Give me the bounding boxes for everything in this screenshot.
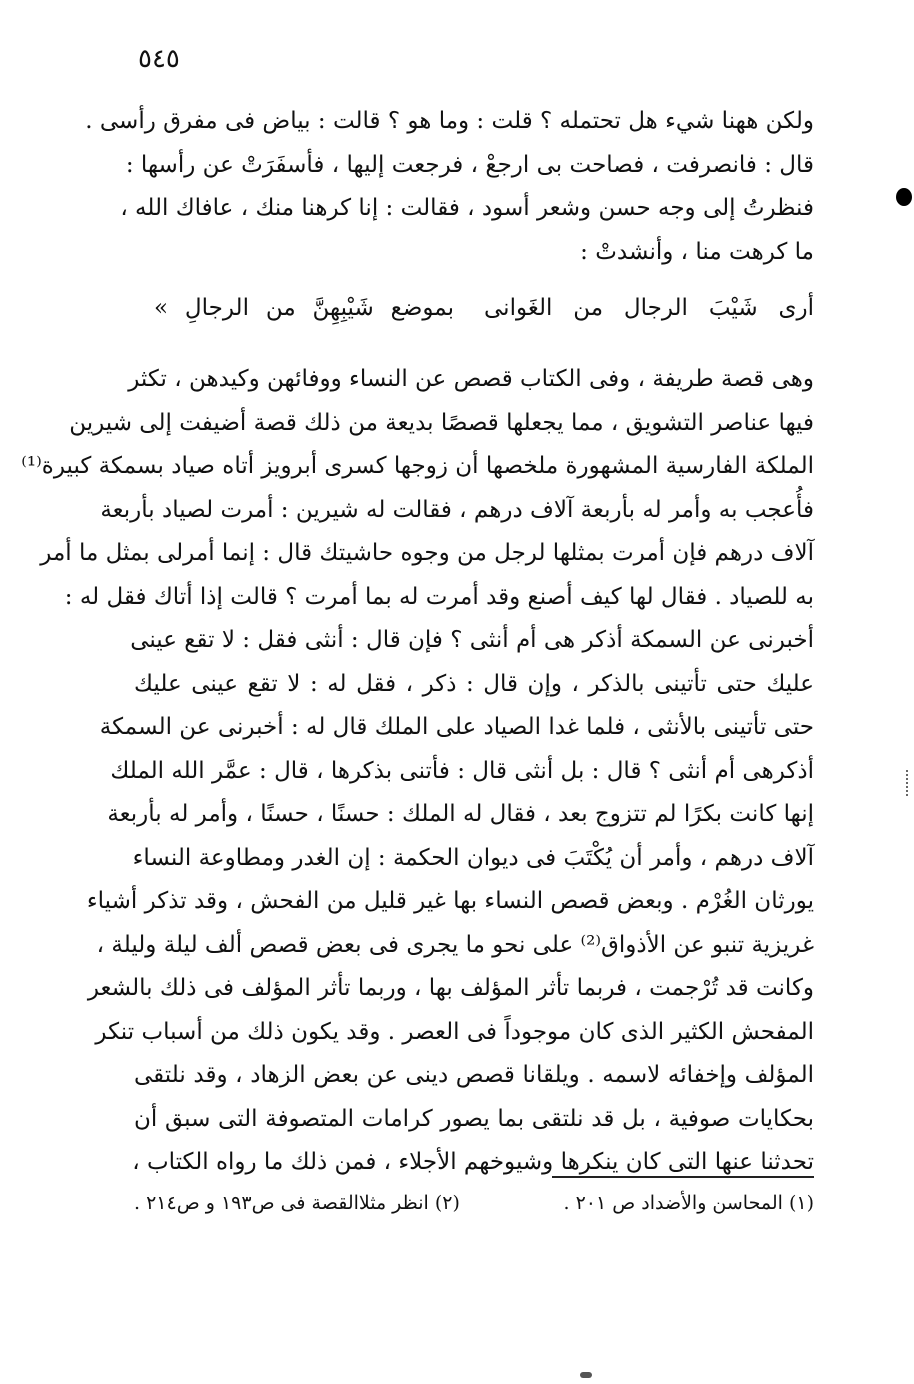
text-line: الملكة الفارسية المشهورة ملخصها أن زوجها كسرى أبرويز أتاه صياد بسمكة كبيرة⁽¹⁾ (21, 453, 814, 479)
text-line: إنها كانت بكرًا لم تتزوج بعد ، فقال له الملك : حسنًا ، حسنًا ، وأمر له بأربعة (107, 801, 814, 827)
margin-dotted-mark (906, 770, 911, 796)
verse-first-hemistich: أرى شَيْبَ الرجال من الغَوانى (484, 295, 814, 321)
text-line: وكانت قد تُرْجمت ، فربما تأثر المؤلف بها ، وربما تأثر المؤلف فى ذلك بالشعر (87, 975, 814, 1001)
poem-verse (134, 295, 814, 339)
text-line: حتى تأتينى بالأنثى ، فلما غدا الصياد على الملك قال له : أخبرنى عن السمكة (99, 714, 814, 740)
footnote-1: (١) المحاسن والأضداد ص ٢٠١ . (563, 1192, 814, 1214)
text-line: غريزية تنبو عن الأذواق⁽²⁾ على نحو ما يجرى فى بعض قصص ألف ليلة وليلة ، (96, 931, 814, 958)
text-line: المؤلف وإخفائه لاسمه . ويلقانا قصص دينى عن بعض الزهاد ، وقد نلتقى (134, 1062, 814, 1088)
text-line-last: ما كرهت منا ، وأنشدتْ : (580, 238, 814, 265)
text-line: فنظرتُ إلى وجه حسن وشعر أسود ، فقالت : إنا كرهنا منك ، عافاك الله ، (120, 195, 814, 221)
text-line: فيها عناصر التشويق ، مما يجعلها قصصًا بديعة من ذلك قصة أضيفت إلى شيرين (69, 409, 814, 436)
paragraph-1 (85, 100, 814, 274)
text-line: فأُعجب به وأمر له بأربعة آلاف درهم ، فقالت له شيرين : أمرت لصياد بأربعة (100, 496, 814, 523)
footnote-divider (552, 1176, 814, 1178)
footnote-2: (٢) انظر مثلاالقصة فى ص١٩٣ و ص٢١٤ . (134, 1192, 460, 1214)
text-line: عليك حتى تأتينى بالذكر ، وإن قال : ذكر ، فقل له : لا تقع عينى عليك (134, 670, 814, 697)
text-line: آلاف درهم فإن أمرت بمثلها لرجل من وجوه حاشيتك قال : إنما أمرلى بمثل ما أمر (40, 540, 814, 566)
margin-dot-mark (896, 188, 912, 206)
text-line: أخبرنى عن السمكة أذكر هى أم أنثى ؟ فإن قال : أنثى فقل : لا تقع عينى (130, 627, 814, 653)
text-line: المفحش الكثير الذى كان موجوداً فى العصر . وقد يكون ذلك من أسباب تنكر (95, 1018, 814, 1045)
bottom-ink-mark (580, 1372, 592, 1378)
verse-second-hemistich: بموضع شَيْبِهِنَّ من الرجالِ » (154, 295, 454, 321)
text-line: آلاف درهم ، وأمر أن يُكْتَبَ فى ديوان الحكمة : إن الغدر ومطاوعة النساء (132, 844, 814, 871)
text-line: بحكايات صوفية ، بل قد نلتقى بما يصور كرامات المتصوفة التى سبق أن (134, 1105, 814, 1132)
text-line: أذكرهى أم أنثى ؟ قال : بل أنثى قال : فأتنى بذكرها ، قال : عمَّر الله الملك (110, 757, 814, 784)
text-line: تحدثنا عنها التى كان ينكرها وشيوخهم الأجلاء ، فمن ذلك ما رواه الكتاب ، (132, 1149, 814, 1175)
text-line: وهى قصة طريفة ، وفى الكتاب قصص عن النساء ووفائهن وكيدهن ، تكثر (128, 366, 814, 392)
page-number: ٥٤٥ (138, 44, 180, 74)
text-line: ولكن ههنا شيء هل تحتمله ؟ قلت : وما هو ؟ قالت : بياض فى مفرق رأسى . (85, 108, 814, 134)
text-line: يورثان الغُرْم . وبعض قصص النساء بها غير قليل من الفحش ، وقد تذكر أشياء (86, 888, 814, 914)
text-line: به للصياد . فقال لها كيف أصنع وقد أمرت له بما أمرت ؟ قالت إذا أتاك فقل له : (64, 583, 814, 610)
footnotes (134, 1192, 814, 1226)
text-line: قال : فانصرفت ، فصاحت بى ارجعْ ، فرجعت إليها ، فأسفَرَتْ عن رأسها : (125, 151, 814, 178)
paragraph-2 (21, 358, 814, 1185)
